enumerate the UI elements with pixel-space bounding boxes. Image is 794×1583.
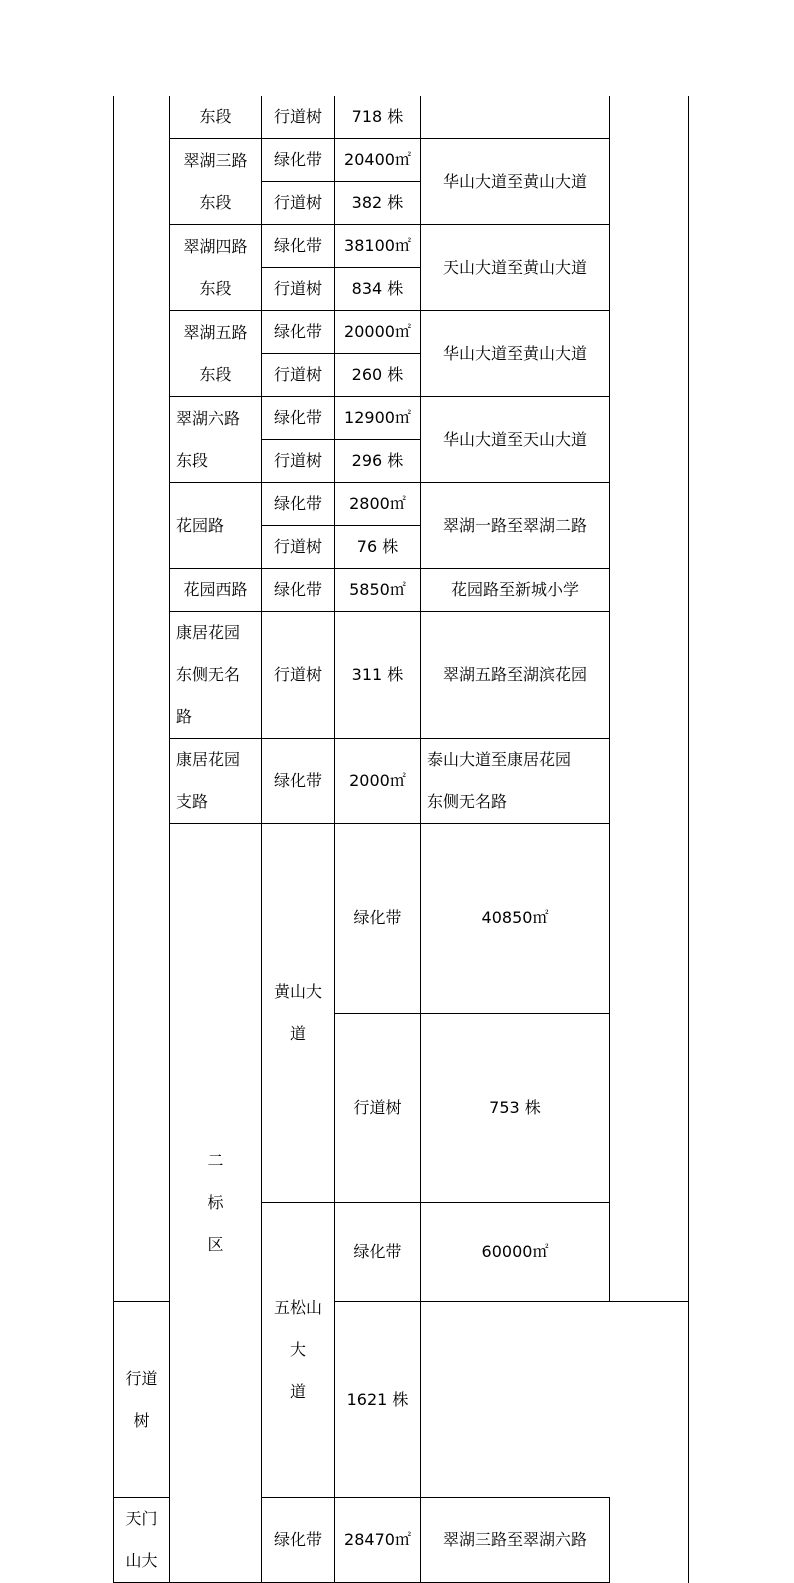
quantity-cell: 260 株 <box>335 354 421 397</box>
quantity-cell: 2000㎡ <box>335 739 421 824</box>
table-row <box>114 569 689 612</box>
quantity-cell: 718 株 <box>335 96 421 139</box>
quantity-cell: 834 株 <box>335 268 421 311</box>
type-cell: 绿化带 <box>262 139 335 182</box>
road-name-line: 东段 <box>199 192 232 212</box>
road-name-line: 路 <box>176 707 193 726</box>
road-name-line: 康居花园 <box>176 623 241 642</box>
range-cell: 翠湖五路至湖滨花园 <box>421 612 610 739</box>
road-name-line: 翠湖六路 <box>176 408 241 428</box>
quantity-cell: 20000㎡ <box>335 311 421 354</box>
range-cell: 翠湖三路至翠湖六路 <box>421 1498 610 1583</box>
table-row <box>114 96 689 139</box>
range-line: 泰山大道至康居花园 <box>427 750 572 769</box>
road-name-line: 康居花园 <box>176 750 241 769</box>
road-name-line: 翠湖三路 <box>183 150 248 170</box>
quantity-cell: 76 株 <box>335 526 421 569</box>
range-cell: 翠湖一路至翠湖二路 <box>421 483 610 569</box>
quantity-cell: 38100㎡ <box>335 225 421 268</box>
road-name-line: 翠湖四路 <box>183 236 248 256</box>
range-cell: 天山大道至黄山大道 <box>421 225 610 311</box>
staff-cell <box>610 96 689 1302</box>
type-cell: 行道树 <box>262 440 335 483</box>
type-cell: 绿化带 <box>262 397 335 440</box>
road-name-cell: 天门山大 <box>114 1498 170 1583</box>
range-cell <box>421 96 610 139</box>
road-name-cell <box>262 1203 335 1498</box>
road-name-cell: 花园西路 <box>170 569 262 612</box>
table-row <box>114 311 689 354</box>
road-name-line: 道 <box>289 1382 306 1401</box>
type-cell: 绿化带 <box>262 569 335 612</box>
quantity-cell: 311 株 <box>335 612 421 739</box>
road-name-cell: 东段 <box>170 96 262 139</box>
quantity-cell: 12900㎡ <box>335 397 421 440</box>
type-cell: 绿化带 <box>335 1203 421 1302</box>
type-cell: 行道树 <box>262 268 335 311</box>
quantity-cell: 382 株 <box>335 182 421 225</box>
type-cell: 绿化带 <box>262 225 335 268</box>
section-label-char: 区 <box>207 1235 224 1254</box>
quantity-cell: 20400㎡ <box>335 139 421 182</box>
road-name-line: 东段 <box>199 278 232 298</box>
road-name-cell <box>170 311 262 397</box>
quantity-cell: 296 株 <box>335 440 421 483</box>
table-row <box>114 225 689 268</box>
range-cell <box>421 739 610 824</box>
road-name-cell <box>170 225 262 311</box>
type-cell: 行道树 <box>114 1302 170 1498</box>
range-cell: 华山大道至天山大道 <box>421 397 610 483</box>
type-cell: 行道树 <box>335 1013 421 1203</box>
road-name-line: 支路 <box>176 792 209 811</box>
type-cell: 绿化带 <box>262 1498 335 1583</box>
range-line: 东侧无名路 <box>427 792 508 811</box>
range-cell: 花园路至新城小学 <box>421 569 610 612</box>
range-cell: 华山大道至黄山大道 <box>421 311 610 397</box>
section-label-cell <box>170 824 262 1583</box>
road-name-cell: 黄山大道 <box>262 824 335 1203</box>
quantity-cell: 1621 株 <box>335 1302 421 1498</box>
table-row <box>114 139 689 182</box>
quantity-cell: 5850㎡ <box>335 569 421 612</box>
road-name-cell <box>170 139 262 225</box>
type-cell: 行道树 <box>262 354 335 397</box>
road-name-line: 东段 <box>199 364 232 384</box>
greening-table <box>113 96 689 1583</box>
table-row <box>114 483 689 526</box>
type-cell: 绿化带 <box>262 483 335 526</box>
road-name-cell <box>170 397 262 483</box>
type-cell: 行道树 <box>262 612 335 739</box>
type-cell: 行道树 <box>262 96 335 139</box>
quantity-cell: 753 株 <box>421 1013 610 1203</box>
section-label-char: 二 <box>207 1151 224 1170</box>
road-name-line: 五松山大 <box>273 1298 322 1359</box>
range-cell: 华山大道至黄山大道 <box>421 139 610 225</box>
road-name-cell: 花园路 <box>170 483 262 569</box>
quantity-cell: 2800㎡ <box>335 483 421 526</box>
quantity-cell: 40850㎡ <box>421 824 610 1014</box>
type-cell: 行道树 <box>262 526 335 569</box>
quantity-cell: 28470㎡ <box>335 1498 421 1583</box>
table-row <box>114 612 689 739</box>
road-name-cell <box>170 612 262 739</box>
section-label-cell <box>114 96 170 1302</box>
road-name-line: 翠湖五路 <box>183 322 248 342</box>
type-cell: 绿化带 <box>335 824 421 1014</box>
section-label-char: 标 <box>207 1193 224 1212</box>
road-name-line: 东侧无名 <box>176 665 241 684</box>
type-cell: 绿化带 <box>262 739 335 824</box>
quantity-cell: 60000㎡ <box>421 1203 610 1302</box>
road-name-cell <box>170 739 262 824</box>
table-row <box>114 739 689 824</box>
type-cell: 行道树 <box>262 182 335 225</box>
road-name-line: 东段 <box>176 450 209 470</box>
table-row <box>114 824 689 1014</box>
table-row <box>114 397 689 440</box>
type-cell: 绿化带 <box>262 311 335 354</box>
